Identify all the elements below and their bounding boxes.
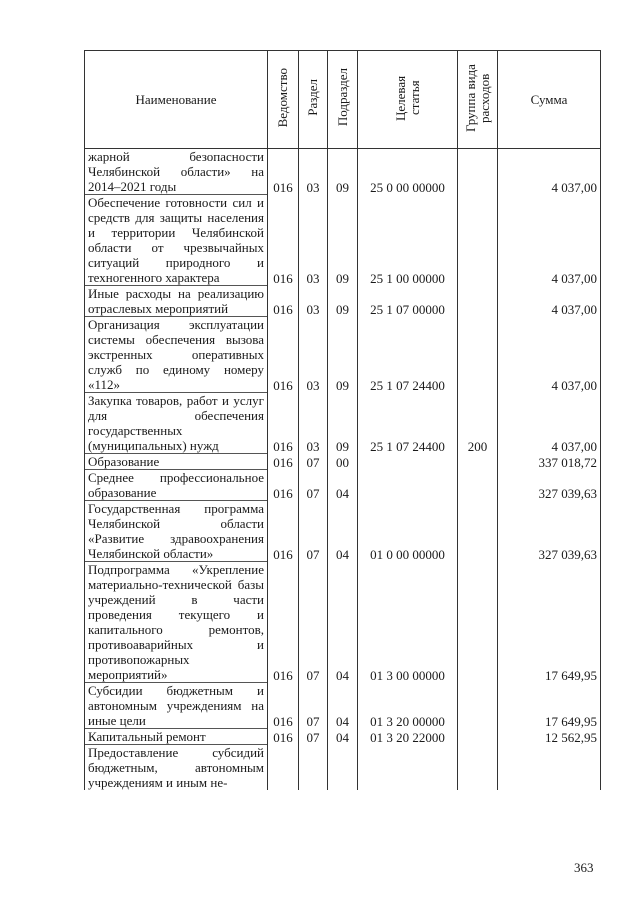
row-gruppa	[458, 454, 498, 470]
row-gruppa	[458, 195, 498, 286]
row-summa: 327 039,63	[498, 501, 601, 562]
table-row	[85, 393, 601, 454]
row-vedomstvo	[268, 745, 299, 791]
row-razdel: 03	[299, 393, 328, 454]
row-razdel: 07	[299, 683, 328, 729]
row-razdel: 07	[299, 729, 328, 745]
budget-table	[84, 50, 601, 790]
row-celevaya: 25 0 00 00000	[358, 149, 458, 195]
row-name: Предоставление субсидий бюджетным, автономным учреждениям и иным не-	[85, 745, 268, 791]
table-row	[85, 729, 601, 745]
table-row	[85, 683, 601, 729]
row-vedomstvo: 016	[268, 454, 299, 470]
row-name: Государственная программа Челябинской области «Развитие здравоохранения Челябинской области»	[85, 501, 268, 562]
header-name-label: Наименование	[135, 91, 217, 107]
row-name: Среднее профессиональное образование	[85, 470, 268, 501]
row-summa: 17 649,95	[498, 683, 601, 729]
header-razdel	[299, 51, 328, 149]
row-podrazdel: 04	[328, 501, 358, 562]
row-gruppa	[458, 683, 498, 729]
row-gruppa	[458, 317, 498, 393]
row-summa: 4 037,00	[498, 317, 601, 393]
table-header	[85, 51, 601, 149]
row-podrazdel	[328, 745, 358, 791]
row-podrazdel: 09	[328, 317, 358, 393]
row-summa: 17 649,95	[498, 562, 601, 683]
header-name	[85, 51, 268, 149]
row-summa: 4 037,00	[498, 149, 601, 195]
row-podrazdel: 00	[328, 454, 358, 470]
header-gruppa	[458, 51, 498, 149]
row-podrazdel: 04	[328, 470, 358, 501]
row-summa: 4 037,00	[498, 195, 601, 286]
table-body	[85, 149, 601, 791]
row-gruppa	[458, 149, 498, 195]
table-row	[85, 745, 601, 791]
row-vedomstvo: 016	[268, 286, 299, 317]
table-row	[85, 195, 601, 286]
header-vedomstvo-label: Ведомство	[275, 67, 290, 128]
row-summa: 12 562,95	[498, 729, 601, 745]
row-gruppa	[458, 729, 498, 745]
row-vedomstvo: 016	[268, 393, 299, 454]
row-vedomstvo: 016	[268, 729, 299, 745]
row-celevaya	[358, 745, 458, 791]
row-celevaya: 01 3 20 22000	[358, 729, 458, 745]
row-podrazdel: 04	[328, 683, 358, 729]
row-summa: 337 018,72	[498, 454, 601, 470]
row-name: Капитальный ремонт	[85, 729, 268, 745]
row-vedomstvo: 016	[268, 683, 299, 729]
table-row	[85, 286, 601, 317]
row-podrazdel: 04	[328, 729, 358, 745]
row-razdel: 07	[299, 454, 328, 470]
row-vedomstvo: 016	[268, 149, 299, 195]
row-razdel: 07	[299, 562, 328, 683]
row-summa: 327 039,63	[498, 470, 601, 501]
row-vedomstvo: 016	[268, 195, 299, 286]
table-row	[85, 149, 601, 195]
table-row	[85, 317, 601, 393]
row-name: Подпрограмма «Укрепление материально-технической базы учреждений в части проведения текущего и капитального ремонтов, противоаварийных и противопожарных мероприятий»	[85, 562, 268, 683]
row-vedomstvo: 016	[268, 562, 299, 683]
row-vedomstvo: 016	[268, 501, 299, 562]
row-name: Закупка товаров, работ и услуг для обеспечения государственных (муниципальных) нужд	[85, 393, 268, 454]
row-vedomstvo: 016	[268, 317, 299, 393]
header-razdel-label: Раздел	[305, 79, 320, 116]
row-summa	[498, 745, 601, 791]
row-name: Иные расходы на реализацию отраслевых мероприятий	[85, 286, 268, 317]
header-celevaya	[358, 51, 458, 149]
row-gruppa: 200	[458, 393, 498, 454]
header-podrazdel-label: Подраздел	[334, 68, 350, 127]
row-name: Организация эксплуатации системы обеспечения вызова экстренных оперативных служб по единому номеру «112»	[85, 317, 268, 393]
page-number: 363	[574, 860, 594, 875]
header-celevaya-label: Целевая статья	[392, 74, 422, 121]
row-name: Обеспечение готовности сил и средств для защиты населения и территории Челябинской области от чрезвычайных ситуаций природного и техногенного характера	[85, 195, 268, 286]
row-podrazdel: 09	[328, 393, 358, 454]
row-celevaya: 25 1 00 00000	[358, 195, 458, 286]
row-celevaya: 01 0 00 00000	[358, 501, 458, 562]
row-celevaya	[358, 470, 458, 501]
row-summa: 4 037,00	[498, 393, 601, 454]
row-celevaya	[358, 454, 458, 470]
header-podrazdel	[328, 51, 358, 149]
row-name: Образование	[85, 454, 268, 470]
row-celevaya: 25 1 07 00000	[358, 286, 458, 317]
row-podrazdel: 09	[328, 195, 358, 286]
row-gruppa	[458, 562, 498, 683]
header-summa-label: Сумма	[530, 91, 568, 107]
row-razdel	[299, 745, 328, 791]
row-gruppa	[458, 745, 498, 791]
header-summa	[498, 51, 601, 149]
header-vedomstvo	[268, 51, 299, 149]
row-summa: 4 037,00	[498, 286, 601, 317]
row-celevaya: 25 1 07 24400	[358, 317, 458, 393]
row-celevaya: 01 3 20 00000	[358, 683, 458, 729]
table-row	[85, 562, 601, 683]
table-row	[85, 501, 601, 562]
row-name: жарной безопасности Челябинской области» на 2014–2021 годы	[85, 149, 268, 195]
row-razdel: 03	[299, 149, 328, 195]
row-vedomstvo: 016	[268, 470, 299, 501]
row-podrazdel: 09	[328, 149, 358, 195]
row-gruppa	[458, 470, 498, 501]
header-gruppa-label: Группа вида расходов	[462, 63, 492, 132]
row-razdel: 03	[299, 286, 328, 317]
row-celevaya: 25 1 07 24400	[358, 393, 458, 454]
row-gruppa	[458, 286, 498, 317]
row-razdel: 07	[299, 470, 328, 501]
row-celevaya: 01 3 00 00000	[358, 562, 458, 683]
row-podrazdel: 04	[328, 562, 358, 683]
row-razdel: 03	[299, 195, 328, 286]
row-gruppa	[458, 501, 498, 562]
table-row	[85, 454, 601, 470]
row-razdel: 03	[299, 317, 328, 393]
table-row	[85, 470, 601, 501]
row-razdel: 07	[299, 501, 328, 562]
row-podrazdel: 09	[328, 286, 358, 317]
row-name: Субсидии бюджетным и автономным учреждениям на иные цели	[85, 683, 268, 729]
